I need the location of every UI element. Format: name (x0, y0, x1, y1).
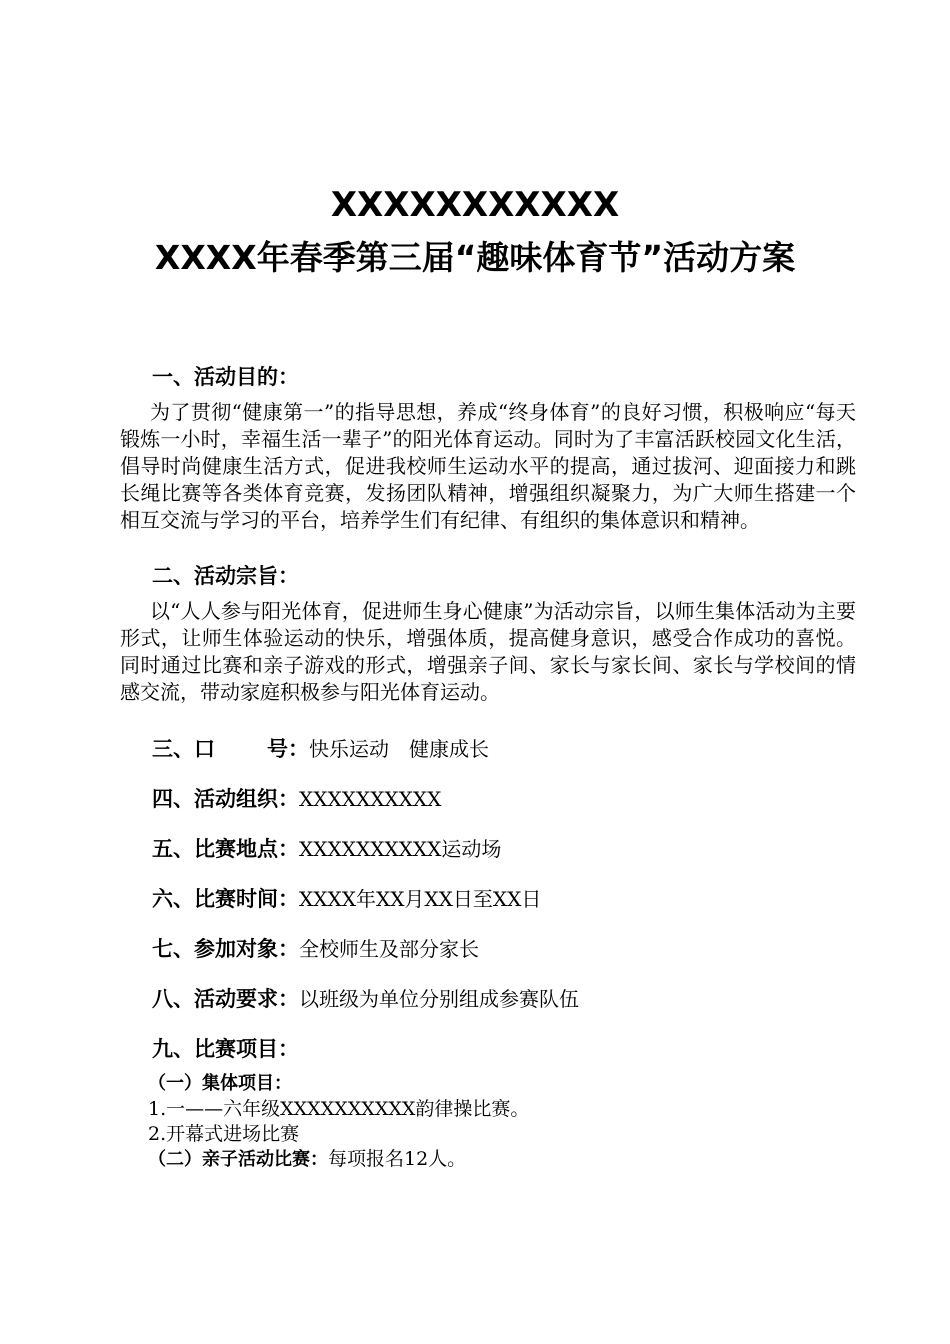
document-title-line-1: XXXXXXXXXXX (330, 185, 620, 225)
requirements-value: 以班级为单位分别组成参赛队伍 (299, 987, 579, 1011)
slogan-value: 快乐运动 健康成长 (309, 737, 489, 761)
parent-child-events (148, 1147, 466, 1172)
time-value: XXXX年XX月XX日至XX日 (299, 887, 542, 911)
section-heading-events: 九、比赛项目： (152, 1037, 299, 1061)
section-body-aim: 以“人人参与阳光体育，促进师生身心健康”为活动宗旨，以师生集体活动为主要形式，让师生体验运动的快乐，增强体质，提高健身意识，感受合作成功的喜悦。同时通过比赛和亲子游戏的形式，增强亲子间、家长与家长间、家长与学校间的情感交流，带动家庭积极参与阳光体育运动。 (120, 599, 856, 704)
organizer-value: XXXXXXXXXX (299, 787, 442, 811)
document-title-line-2: XXXX年春季第三届“趣味体育节”活动方案 (154, 238, 796, 277)
participants-value: 全校师生及部分家长 (299, 937, 479, 961)
participants-label: 七、参加对象： (152, 937, 299, 961)
section-venue (152, 834, 501, 864)
section-heading-aim: 二、活动宗旨： (152, 564, 299, 588)
event-item-2: 2.开幕式进场比赛 (148, 1123, 300, 1145)
venue-value: XXXXXXXXXX运动场 (299, 837, 502, 861)
slogan-label-part-a: 三、口 (152, 737, 215, 761)
event-item-1: 1.一——六年级XXXXXXXXXX韵律操比赛。 (148, 1098, 530, 1120)
time-label: 六、比赛时间： (152, 887, 299, 911)
section-requirements (152, 984, 579, 1014)
section-time (152, 884, 541, 914)
group-events-label: （一）集体项目： (148, 1073, 292, 1094)
parent-child-label: （二）亲子活动比赛： (148, 1149, 328, 1170)
slogan-label-part-b: 号： (267, 737, 309, 761)
section-body-purpose: 为了贯彻“健康第一”的指导思想，养成“终身体育”的良好习惯，积极响应“每天锻炼一小时，幸福生活一辈子”的阳光体育运动。同时为了丰富活跃校园文化生活，倡导时尚健康生活方式，促进我校师生运动水平的提高，通过拔河、迎面接力和跳长绳比赛等各类体育竞赛，发扬团队精神，增强组织凝聚力，为广大师生搭建一个相互交流与学习的平台，培养学生们有纪律、有组织的集体意识和精神。 (120, 400, 856, 532)
organizer-label: 四、活动组织： (152, 787, 299, 811)
venue-label: 五、比赛地点： (152, 837, 299, 861)
requirements-label: 八、活动要求： (152, 987, 299, 1011)
parent-child-value: 每项报名12人。 (328, 1148, 467, 1170)
section-slogan (152, 734, 489, 764)
section-participants (152, 934, 479, 964)
section-organizer (152, 784, 441, 814)
section-heading-purpose: 一、活动目的： (152, 365, 299, 389)
